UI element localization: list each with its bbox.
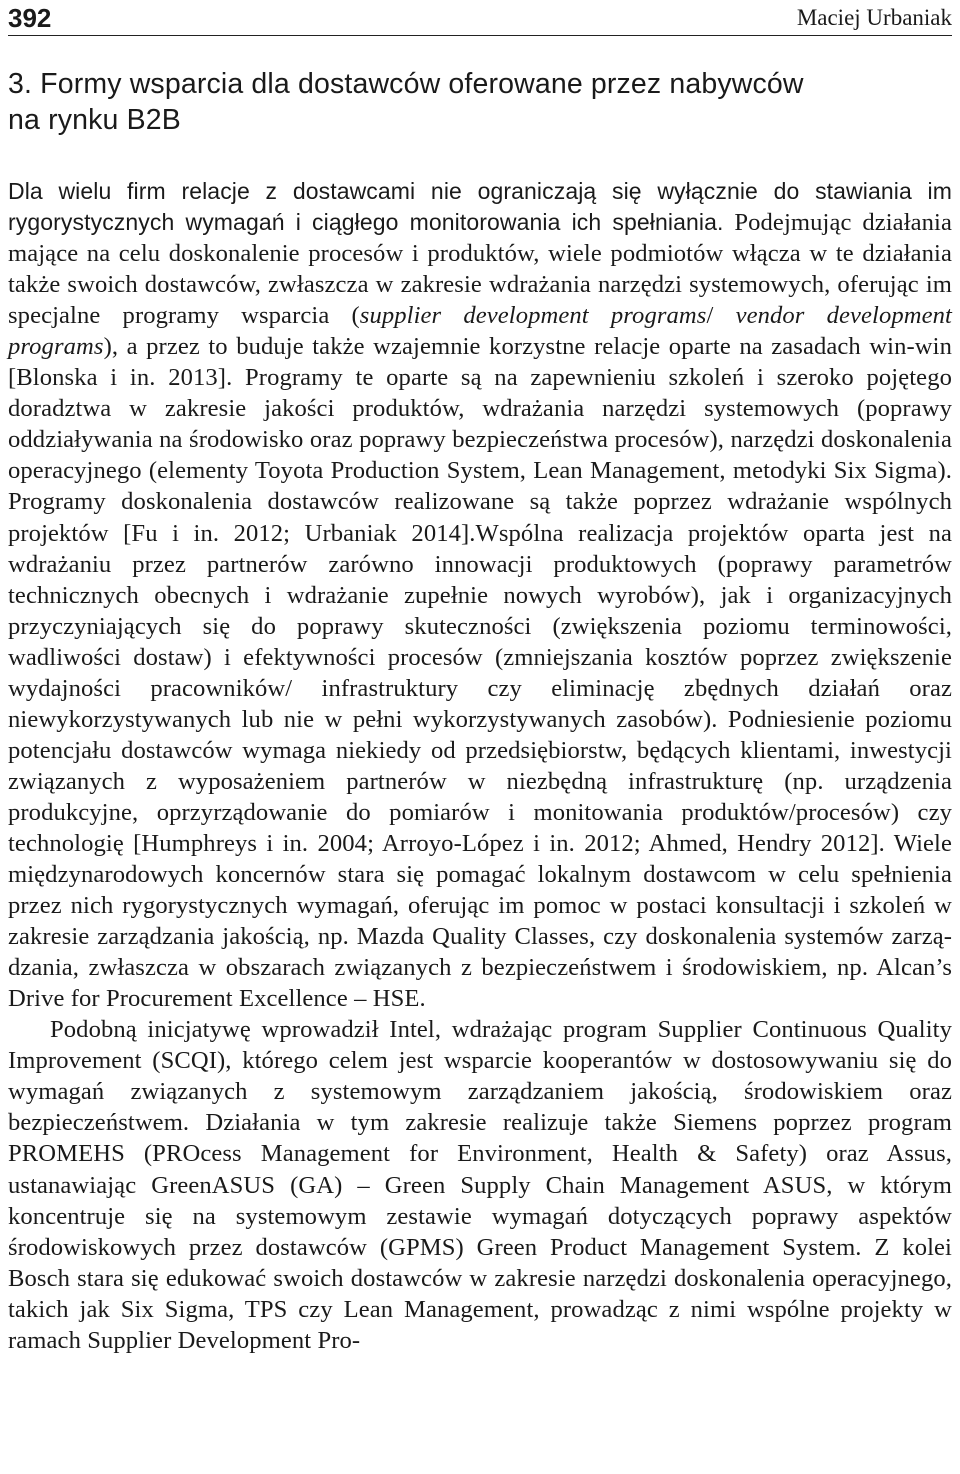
page-header — [8, 0, 952, 36]
paragraph-1-lead: Dla wielu firm relacje z dostawcami nie ograniczają się wyłącznie do stawiania im rygorystycznych wymagań i ciągłego monitorowania ich spełniania. — [8, 178, 952, 236]
paragraph-1 — [8, 176, 952, 1014]
running-head-author: Maciej Urbaniak — [796, 5, 952, 30]
paragraph-1-part2: ), a przez to buduje także wzajemnie korzystne relacje oparte na zasadach win-win [Blonska i in. 2013]. — [8, 333, 952, 392]
paragraph-1-italic-term-2: vendor development programs — [8, 302, 952, 361]
paragraph-1-italic-term-1: supplier development programs — [359, 302, 707, 330]
section-title-line1: 3. Formy wsparcia dla dostawców oferowane przez nabywców — [8, 68, 804, 100]
paragraph-1-part1: Podejmując działania mające na celu doskonalenie procesów i produktów, wiele podmiotów włącza w te działania także swoich dostawców, zwłaszcza w zakresie wdrażania narzędzi systemowych, oferując im specjalne programy wsparcia ( — [8, 209, 952, 330]
paragraph-1-slash: / — [706, 302, 736, 330]
paragraph-1-part3: Programy te oparte są na zapewnieniu szkoleń i szeroko pojętego doradztwa w zakresie jakości produktów, wdrażania narzędzi systemowych (poprawy oddziaływania na środowisko oraz poprawy bezpieczeństwa procesów), narzędzi doskonalenia operacyjnego (elementy Toyota Production System, Lean Management, metodyki Six Sigma). Programy doskonalenia dostawców realizowane są także poprzez wdrażanie wspólnych projektów [Fu i in. 2012; Urbaniak 2014].Wspólna realizacja projektów oparta jest na wdrażaniu przez partnerów zarówno innowacji produktowych (poprawy parametrów technicznych obecnych i wdrażanie zupełnie nowych wyrobów), jak i organizacyjnych przyczyniających się do poprawy skuteczności (zwiększenia poziomu terminowości, wadliwości dostaw) i efektywności procesów (zmniejszania kosztów poprzez zwiększenie wydajności pracowników/ infrastruktury czy eliminację zbędnych działań oraz niewykorzystywanych lub nie w pełni wykorzystywanych zasobów). Podniesienie poziomu potencjału dostawców wymaga niekiedy od przedsiębiorstw, będących klientami, inwestycji związanych z wyposażeniem partnerów w niezbędną infrastrukturę (np. urządzenia produkcyjne, oprzyrządowanie do pomiarów i monitowania produktów/procesów) czy technologię [Humphreys i in. 2004; Arroyo-López i in. 2012; Ahmed, Hendry 2012]. Wiele międzynarodowych koncernów stara się pomagać lokalnym dostawcom w celu spełnienia przez nich rygorystycznych wymagań, oferując im pomoc w postaci konsultacji i szkoleń w zakresie zarządzania jakością, np. Mazda Quality Classes, czy doskonalenia systemów zarządzania, zwłaszcza w obszarach związanych z bezpieczeństwem i środowiskiem, np. Alcan’s Drive for Procurement Excellence – HSE. — [8, 364, 952, 1013]
page-number: 392 — [8, 3, 52, 33]
section-title — [8, 66, 952, 138]
body-text — [8, 176, 952, 1356]
paragraph-2: Podobną inicjatywę wprowadził Intel, wdrażając program Supplier Continuous Quality Improvement (SCQI), którego celem jest wsparcie kooperantów w dostosowywaniu się do wymagań związanych z systemowym zarządzaniem jakością, środowiskiem oraz bezpieczeństwem. Działania w tym zakresie realizuje także Siemens poprzez program PROMEHS (PROcess Management for Environment, Health & Safety) oraz Assus, ustanawiając GreenASUS (GA) – Green Supply Chain Management ASUS, w którym koncentruje się na systemowym zestawie wymagań dotyczących poprawy aspektów środowiskowych przez dostawców (GPMS) Green Product Management System. Z kolei Bosch stara się edukować swoich dostawców w zakresie narzędzi doskonalenia operacyjnego, takich jak Six Sigma, TPS czy Lean Management, prowadząc z nimi wspólne projekty w ramach Supplier Development Pro- — [8, 1016, 952, 1354]
section-title-line2: na rynku B2B — [8, 104, 181, 136]
